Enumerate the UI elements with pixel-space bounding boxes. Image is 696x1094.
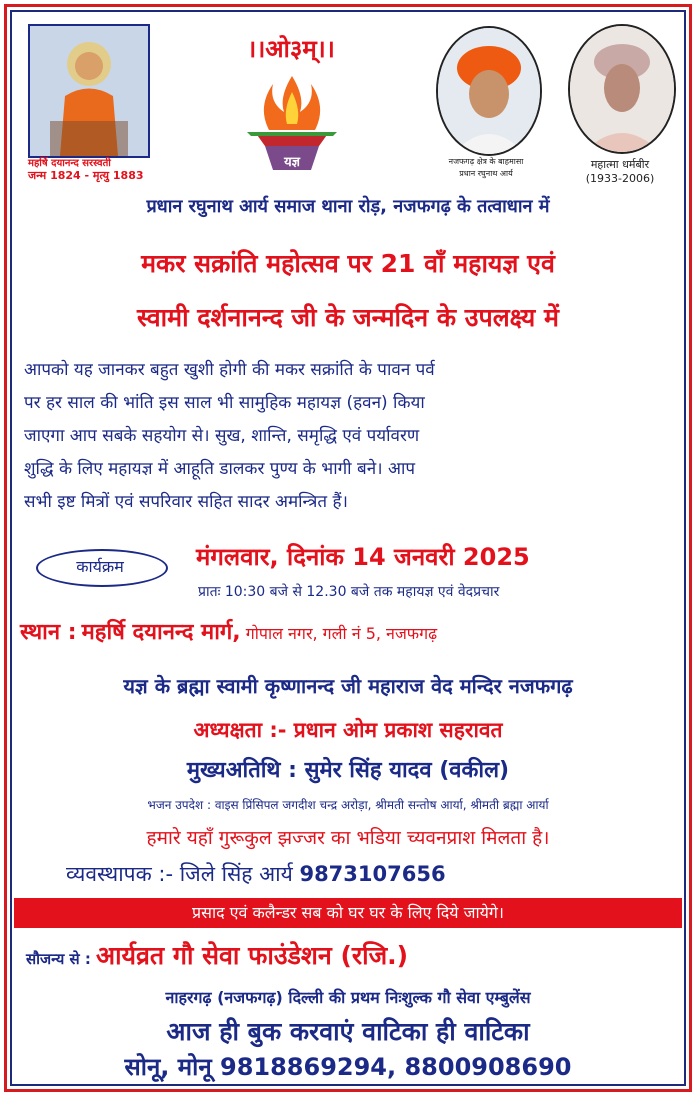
dayanand-name: महर्षि दयानन्द सरस्वती [28,158,111,169]
president-line: अध्यक्षता :- प्रधान ओम प्रकाश सहरावत [193,718,503,742]
portrait-image-icon [570,26,674,152]
venue-main: महर्षि दयानन्द मार्ग, [81,620,241,645]
dharmbir-name: महात्मा धर्मबीर [590,158,650,171]
manager-label: व्यवस्थापक :- [66,862,174,886]
dayanand-dates: जन्म 1824 - मृत्यु 1883 [28,169,144,182]
chyawanprash-line: हमारे यहाँ गुरूकुल झज्जर का भडिया च्यवनप्राश मिलता है। [146,827,550,849]
portrait-image-icon [438,28,540,154]
program-label: कार्यक्रम [76,557,124,576]
courtesy-line [26,938,676,972]
manager-phone: 9873107656 [299,862,446,886]
courtesy-label: सौजन्य से : [26,950,91,968]
dayanand-photo [28,24,150,158]
om-title: ।।ओ३म्।। [247,35,335,63]
body-line: आपको यह जानकर बहुत खुशी होगी की मकर सक्रांति के पावन पर्व [24,360,435,380]
manager-name: जिले सिंह आर्य [179,862,293,886]
venue-rest: गोपाल नगर, गली नं 5, नजफगढ़ [245,624,438,643]
organizer-line: प्रधान रघुनाथ आर्य समाज थाना रोड़, नजफगढ़ के तत्वाधान में [146,196,550,217]
raghunath-caption-1: नजफगढ़ क्षेत्र के बाहमासा [448,157,524,166]
program-date [196,540,676,573]
raghunath-photo [436,26,542,156]
portrait-image-icon [30,26,148,156]
contact-line: सोनू, मोनू 9818869294, 8800908690 [124,1053,572,1081]
courtesy-org: आर्यव्रत गौ सेवा फाउंडेशन (रजि.) [95,941,409,970]
prasad-banner: प्रसाद एवं कलैन्डर सब को घर घर के लिए दिये जायेगे। [14,898,682,928]
date-month: जनवरी [394,543,455,571]
chief-guest-line: मुख्यअतिथि : सुमेर सिंह यादव (वकील) [186,758,510,783]
date-year: 2025 [462,543,530,571]
brahma-line: यज्ञ के ब्रह्मा स्वामी कृष्णानन्द जी महाराज वेद मन्दिर नजफगढ़ [123,674,573,698]
program-time: प्रातः 10:30 बजे से 12.30 बजे तक महायज्ञ एवं वेदप्रचार [198,584,500,600]
ambulance-line: नाहरगढ़ (नजफगढ़) दिल्ली की प्रथम निःशुल्क गौ सेवा एम्बुलेंस [165,988,531,1007]
dharmbir-dates: (1933-2006) [585,172,655,185]
raghunath-caption-2: प्रधान रघुनाथ आर्य [459,169,513,178]
body-line: जाएगा आप सबके सहयोग से। सुख, शान्ति, समृद्धि एवं पर्यावरण [24,426,420,446]
body-line: सभी इष्ट मित्रों एवं सपरिवार सहित सादर अमन्त्रित हैं। [24,492,348,512]
title-line-2: स्वामी दर्शनानन्द जी के जन्मदिन के उपलक्ष्य में [137,303,559,332]
date-day: 14 [352,543,386,571]
title-line-1: मकर सक्रांति महोत्सव पर 21 वाँ महायज्ञ एवं [141,249,555,278]
body-line: पर हर साल की भांति इस साल भी सामुहिक महायज्ञ (हवन) किया [24,393,425,413]
body-line: शुद्धि के लिए महायज्ञ में आहूति डालकर पुण्य के भागी बने। आप [24,459,416,479]
venue-label: स्थान : [20,620,77,645]
dharmbir-photo [568,24,676,154]
booking-line: आज ही बुक करवाएं वाटिका ही वाटिका [166,1017,530,1046]
yagya-label: यज्ञ [284,155,300,170]
bhajan-line: भजन उपदेश : वाइस प्रिंसिपल जगदीश चन्द्र अरोड़ा, श्रीमती सन्तोष आर्या, श्रीमती ब्रह्मा आर्या [147,798,549,812]
manager-line [66,860,666,888]
venue-line [20,616,680,646]
date-prefix: मंगलवार, दिनांक [196,543,344,571]
invitation-body [24,354,678,519]
